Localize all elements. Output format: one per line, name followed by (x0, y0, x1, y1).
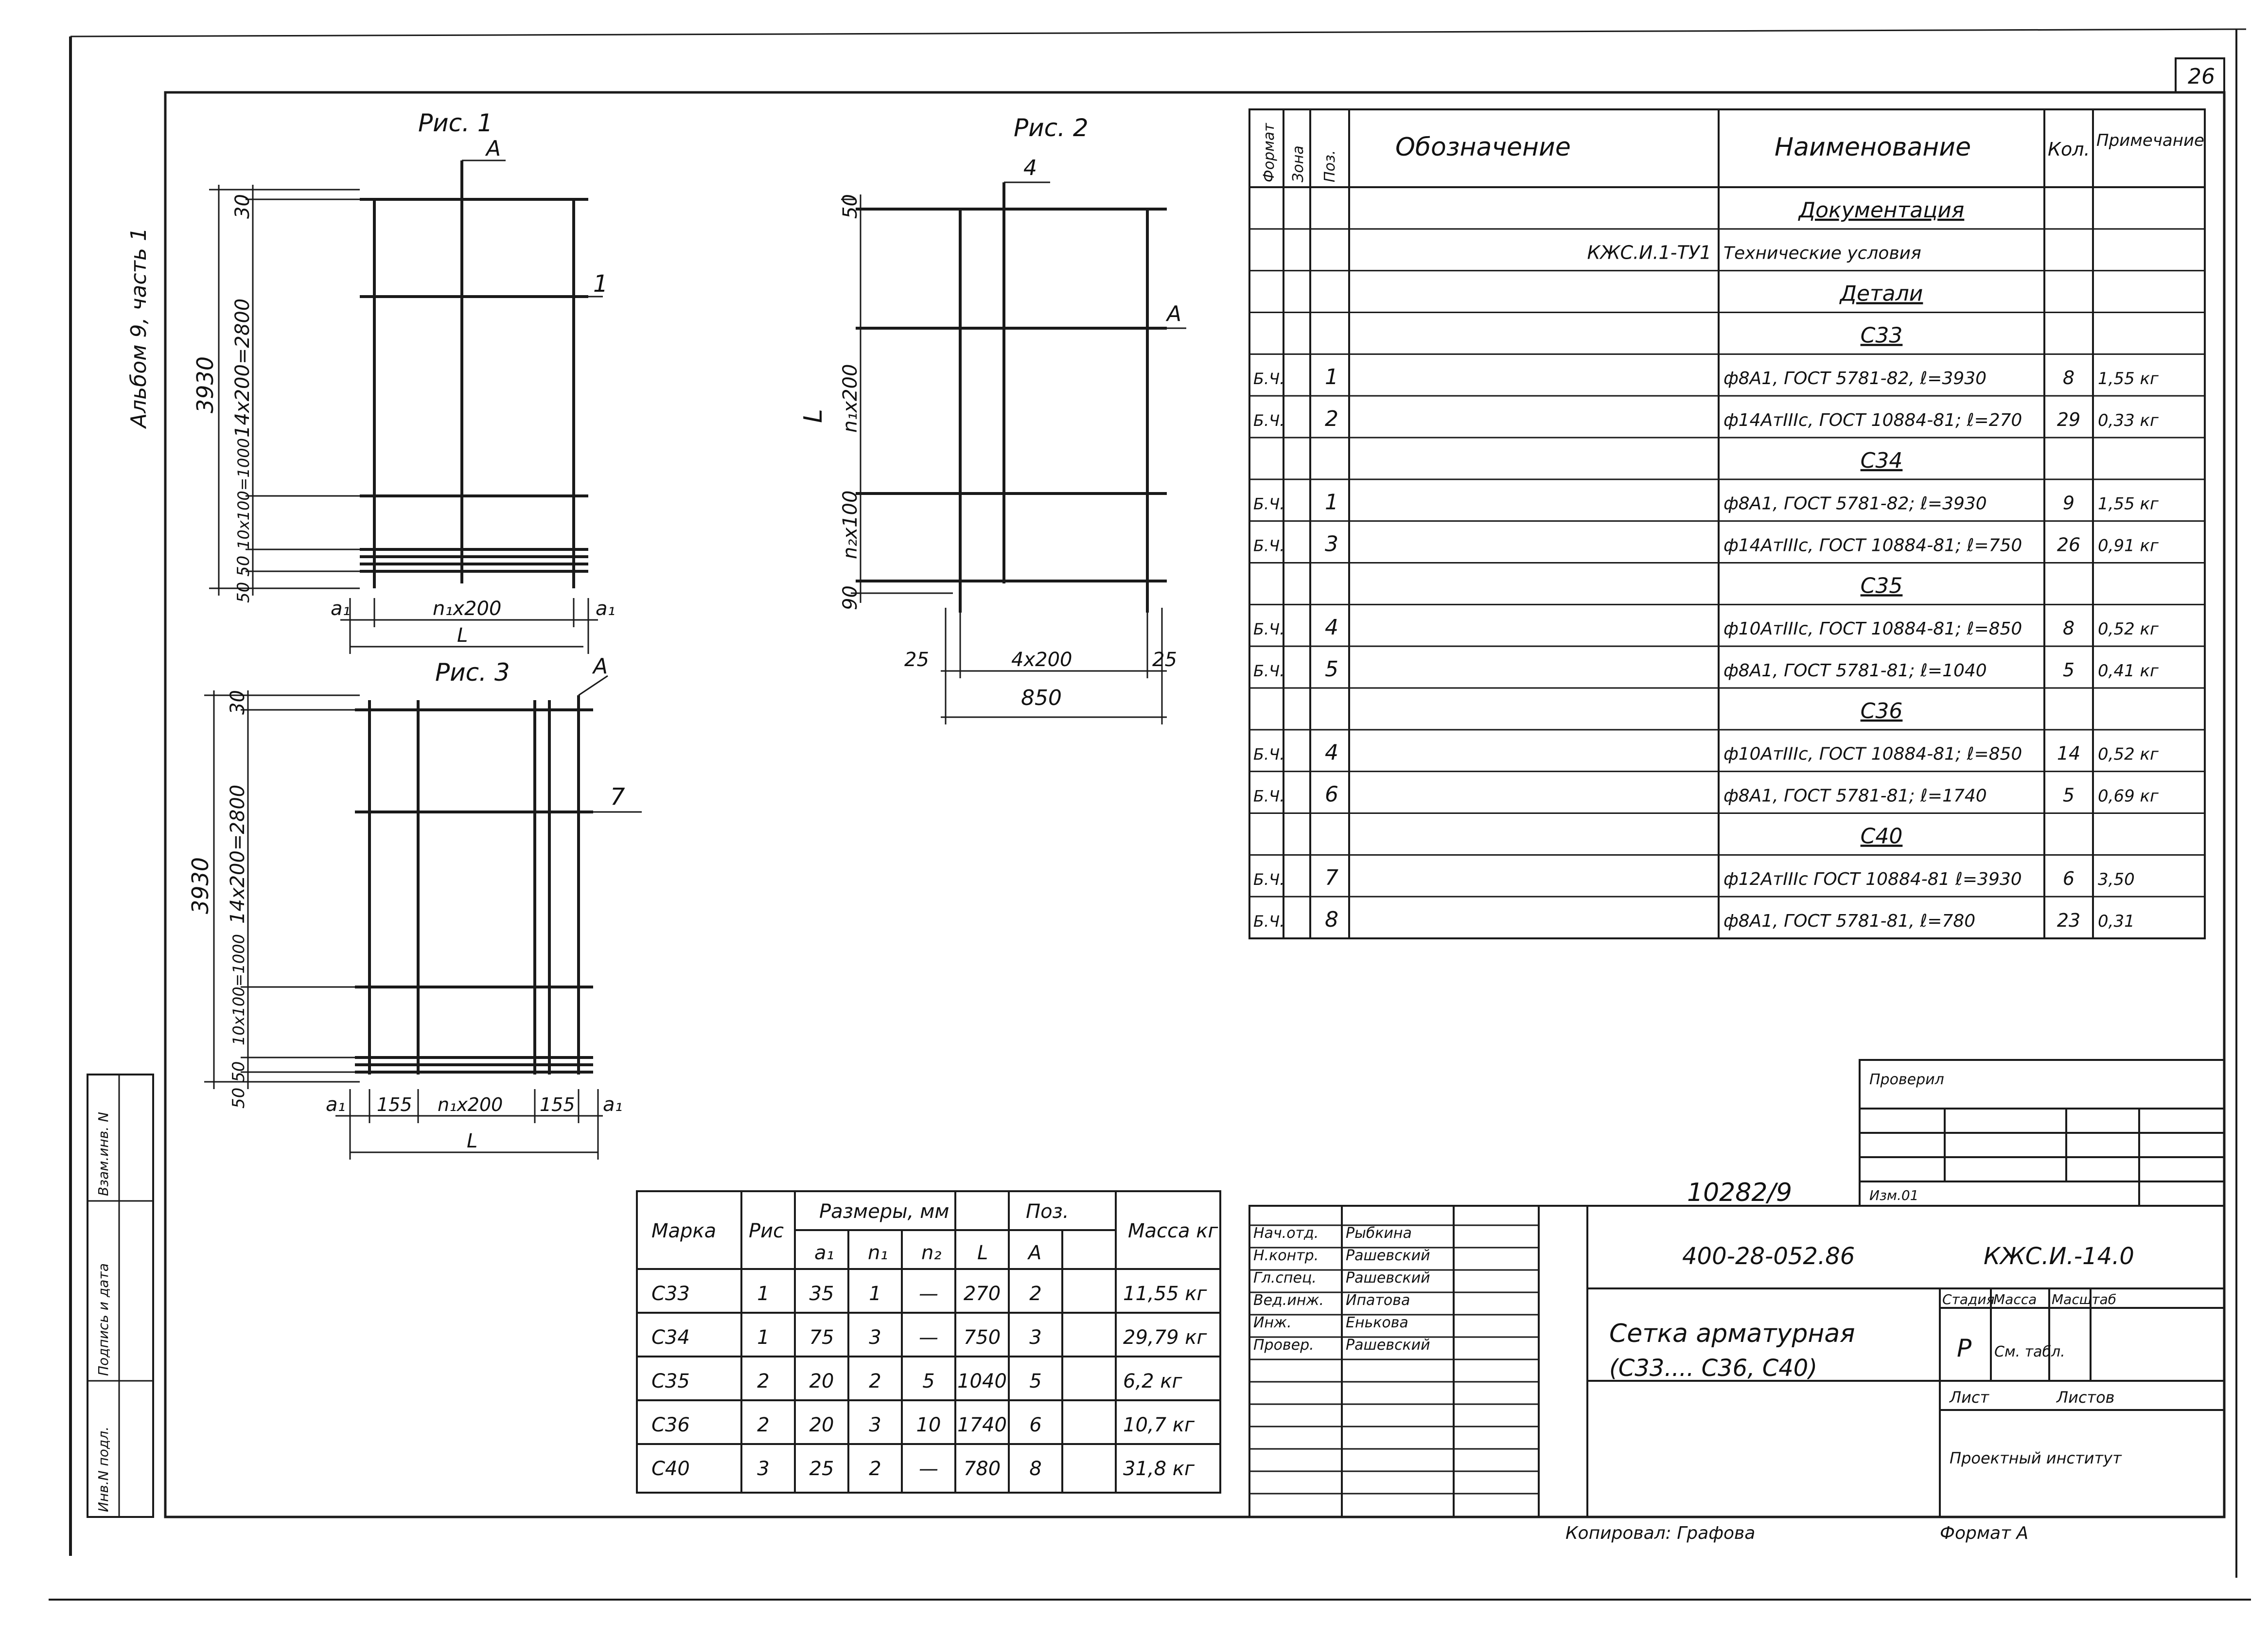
stamp-col-scale: Масштаб (2052, 1291, 2117, 1307)
mass-cell-n1: 3 (869, 1326, 881, 1349)
fig3-dim-total: 3930 (187, 857, 213, 914)
mass-header-L: L (977, 1242, 988, 1264)
spec-cell-qty: 26 (2057, 534, 2081, 556)
fig3-title: Рис. 3 (435, 658, 510, 687)
spec-cell-pos: 1 (1325, 490, 1338, 515)
spec-cell-qty: 8 (2062, 367, 2075, 389)
fig1-dim-a-left: a₁ (331, 598, 351, 620)
spec-cell-qty: 6 (2062, 868, 2075, 890)
spec-cell-name: ф8А1, ГОСТ 5781-81, ℓ=780 (1723, 911, 1976, 931)
fig1-dim-lower: 10х100=1000 (234, 438, 253, 549)
mass-cell-A: 8 (1029, 1458, 1042, 1480)
mass-cell-L: 270 (963, 1283, 1001, 1305)
footer-format: Формат А (1940, 1523, 2029, 1543)
fig3-pos-label: 7 (610, 783, 625, 811)
spec-cell-pos: 1 (1325, 365, 1338, 390)
spec-cell-pos: 8 (1325, 907, 1338, 932)
mass-cell-n2: 10 (916, 1414, 941, 1436)
mass-cell-mark: С34 (651, 1326, 690, 1349)
mass-cell-mass: 11,55 кг (1123, 1283, 1207, 1305)
spec-header-format: Формат (1261, 123, 1278, 182)
mass-header-pos: Поз. (1026, 1200, 1069, 1223)
spec-cell-qty: 8 (2062, 617, 2075, 639)
spec-cell-format: Б.Ч. (1253, 787, 1285, 806)
mass-header-mass: Масса кг (1128, 1220, 1218, 1242)
stamp-sheet-code: КЖС.И.-14.0 (1984, 1243, 2134, 1270)
mass-cell-mark: С36 (651, 1414, 690, 1436)
spec-section-heading: С40 (1860, 824, 1903, 849)
spec-cell-pos: 5 (1325, 656, 1338, 682)
mass-cell-fig: 2 (757, 1414, 770, 1436)
signer-name: Енькова (1346, 1314, 1408, 1331)
signer-role: Инж. (1253, 1314, 1292, 1331)
signer-role: Провер. (1253, 1337, 1314, 1354)
spec-cell-note: 3,50 (2098, 870, 2135, 890)
spec-cell-format: Б.Ч. (1253, 494, 1285, 513)
mass-cell-fig: 1 (757, 1326, 770, 1349)
mass-cell-A: 5 (1029, 1370, 1042, 1392)
spec-cell-name: ф8А1, ГОСТ 5781-81; ℓ=1740 (1723, 786, 1987, 806)
spec-cell-qty: 5 (2062, 659, 2075, 681)
stamp-col-mass: Масса (1993, 1291, 2037, 1307)
spec-cell-format: Б.Ч. (1253, 370, 1285, 388)
spec-section-heading: Документация (1798, 197, 1965, 223)
spec-cell-designation: КЖС.И.1-ТУ1 (1587, 242, 1711, 264)
signer-name: Рашевский (1346, 1337, 1430, 1354)
mass-cell-a1: 75 (809, 1326, 834, 1349)
signer-name: Рыбкина (1346, 1225, 1412, 1242)
spec-cell-name: ф14АтIIIс, ГОСТ 10884-81; ℓ=270 (1723, 410, 2022, 430)
spec-cell-qty: 14 (2057, 742, 2081, 764)
mass-header-sizes: Размеры, мм (819, 1200, 949, 1223)
stamp-code: 400-28-052.86 (1682, 1243, 1855, 1270)
stamp-doc-number: 10282/9 (1687, 1178, 1793, 1207)
spec-header-pos: Поз. (1321, 150, 1338, 182)
spec-cell-format: Б.Ч. (1253, 661, 1285, 680)
spec-cell-note: 0,91 кг (2098, 536, 2159, 556)
mass-cell-fig: 3 (757, 1458, 770, 1480)
signer-name: Рашевский (1346, 1247, 1430, 1264)
fig1-dim-bottom: 50 50 (234, 555, 253, 603)
spec-cell-note: 0,69 кг (2098, 786, 2159, 806)
mass-cell-n1: 2 (869, 1370, 881, 1392)
mass-cell-L: 1040 (957, 1370, 1007, 1392)
spec-section-heading: С36 (1860, 698, 1903, 723)
mass-cell-mark: С33 (651, 1283, 690, 1305)
fig2-dim-L: L (799, 409, 828, 423)
spec-cell-note: 0,52 кг (2098, 619, 2159, 639)
spec-section-heading: С33 (1860, 323, 1903, 348)
fig3-dim-width: n₁х200 (438, 1094, 503, 1115)
mass-header-mark: Марка (651, 1220, 717, 1242)
fig3-dim-a-right: a₁ (603, 1093, 623, 1116)
signer-name: Рашевский (1346, 1269, 1430, 1287)
fig3-dim-L: L (467, 1130, 478, 1152)
strip-vzam: Взам.инв. N (95, 1111, 111, 1196)
mass-header-a1: a₁ (814, 1242, 834, 1264)
fig2-section-mark: А (1167, 301, 1182, 326)
fig1-dim-total: 3930 (192, 356, 218, 413)
fig2-dim-top: 50 (839, 194, 861, 219)
fig2-dim-right: 25 (1152, 649, 1177, 671)
mass-cell-L: 780 (963, 1458, 1001, 1480)
fig3-dim-top: 30 (227, 690, 249, 715)
fig2-dim-n2: n₂х100 (839, 490, 861, 559)
spec-cell-name: ф8А1, ГОСТ 5781-81; ℓ=1040 (1723, 660, 1987, 681)
spec-cell-format: Б.Ч. (1253, 411, 1285, 430)
spec-cell-qty: 5 (2062, 784, 2075, 806)
mass-cell-mass: 29,79 кг (1123, 1326, 1207, 1349)
mass-cell-A: 2 (1029, 1283, 1042, 1305)
spec-cell-note: 0,31 (2098, 911, 2135, 931)
fig2-dim-total: 850 (1021, 686, 1062, 710)
stamp-mass-val: См. табл. (1994, 1343, 2065, 1360)
spec-cell-note: 0,52 кг (2098, 744, 2159, 764)
footer-copied: Копировал: Графова (1565, 1523, 1756, 1543)
stamp-title-line1: Сетка арматурная (1609, 1319, 1855, 1348)
fig1-dim-top: 30 (231, 194, 254, 219)
fig3-dim-155-right: 155 (540, 1094, 575, 1115)
mass-cell-n2: — (919, 1458, 938, 1480)
mass-cell-mark: С40 (651, 1458, 690, 1480)
spec-header-designation: Обозначение (1395, 133, 1571, 162)
mass-cell-a1: 20 (809, 1414, 834, 1436)
mass-cell-a1: 25 (809, 1458, 834, 1480)
signer-role: Н.контр. (1253, 1247, 1319, 1264)
fig3-dim-a-left: a₁ (326, 1093, 346, 1116)
mass-header-n2: n₂ (921, 1242, 942, 1264)
spec-cell-pos: 7 (1325, 865, 1338, 891)
spec-cell-pos: 2 (1325, 406, 1338, 431)
spec-cell-qty: 29 (2057, 408, 2081, 430)
mass-cell-fig: 2 (757, 1370, 770, 1392)
spec-cell-note: 0,33 кг (2098, 410, 2159, 430)
stamp-approved-label: Проверил (1869, 1071, 1944, 1088)
spec-cell-note: 0,41 кг (2098, 661, 2159, 681)
spec-cell-qty: 9 (2062, 492, 2075, 514)
spec-header-zone: Зона (1290, 145, 1307, 182)
signer-role: Вед.инж. (1253, 1292, 1324, 1309)
fig1-dim-L: L (457, 624, 468, 647)
mass-cell-fig: 1 (757, 1283, 770, 1305)
mass-cell-n2: — (919, 1326, 938, 1349)
mass-cell-A: 3 (1029, 1326, 1042, 1349)
mass-cell-L: 750 (963, 1326, 1001, 1349)
stamp-stage: Р (1957, 1334, 1972, 1362)
mass-cell-n2: — (919, 1283, 938, 1305)
spec-header-note: Примечание (2096, 131, 2204, 150)
mass-cell-mass: 6,2 кг (1123, 1370, 1182, 1392)
fig2-dim-n1: n₁х200 (839, 364, 861, 433)
fig2-pos-top: 4 (1023, 156, 1037, 180)
spec-cell-note: 1,55 кг (2098, 494, 2159, 514)
mass-cell-mass: 10,7 кг (1123, 1414, 1195, 1436)
mass-cell-mass: 31,8 кг (1123, 1458, 1195, 1480)
mass-cell-n2: 5 (922, 1370, 935, 1392)
stamp-approved-sub: Изм.01 (1869, 1187, 1919, 1203)
stamp-title-line2: (С33.... С36, С40) (1609, 1355, 1818, 1382)
strip-inv: Инв.N подл. (95, 1426, 111, 1512)
strip-sign: Подпись и дата (95, 1263, 111, 1376)
signer-role: Гл.спец. (1253, 1269, 1317, 1287)
fig1-dim-middle: 14х200=2800 (231, 298, 254, 438)
spec-cell-name: ф10АтIIIс, ГОСТ 10884-81; ℓ=850 (1723, 744, 2022, 764)
fig3-dim-lower: 10х100=1000 (229, 934, 248, 1045)
spec-cell-name: Технические условия (1723, 243, 1921, 264)
fig3-dim-middle: 14х200=2800 (227, 784, 249, 924)
spec-cell-name: ф8А1, ГОСТ 5781-82; ℓ=3930 (1723, 493, 1987, 514)
mass-cell-n1: 3 (869, 1414, 881, 1436)
fig2-title: Рис. 2 (1014, 114, 1089, 142)
spec-cell-format: Б.Ч. (1253, 620, 1285, 639)
spec-cell-qty: 23 (2057, 909, 2081, 931)
spec-cell-name: ф10АтIIIс, ГОСТ 10884-81; ℓ=850 (1723, 619, 2022, 639)
fig2-dim-left: 25 (904, 649, 929, 671)
mass-cell-L: 1740 (957, 1414, 1007, 1436)
stamp-sheet-label: Лист (1950, 1388, 1989, 1407)
spec-cell-name: ф14АтIIIс, ГОСТ 10884-81; ℓ=750 (1723, 535, 2022, 556)
spec-cell-format: Б.Ч. (1253, 912, 1285, 931)
spec-cell-format: Б.Ч. (1253, 745, 1285, 764)
fig2-dim-bottom: 90 (839, 585, 861, 610)
fig3-dim-155-left: 155 (377, 1094, 412, 1115)
album-label: Альбом 9, часть 1 (126, 227, 151, 428)
spec-cell-format: Б.Ч. (1253, 536, 1285, 555)
sheet-number: 26 (2188, 64, 2215, 89)
mass-cell-a1: 20 (809, 1370, 834, 1392)
stamp-col-stage: Стадия (1942, 1291, 1995, 1307)
fig1-dim-width: n₁х200 (433, 598, 502, 620)
spec-cell-format: Б.Ч. (1253, 870, 1285, 889)
mass-header-A: А (1028, 1242, 1042, 1264)
spec-cell-pos: 6 (1325, 782, 1338, 807)
mass-cell-n1: 2 (869, 1458, 881, 1480)
spec-table-body (1253, 198, 2159, 932)
fig2-dim-mid: 4х200 (1011, 649, 1072, 671)
signer-name: Ипатова (1346, 1292, 1410, 1309)
fig1-section-mark: А (486, 136, 501, 161)
mass-cell-n1: 1 (869, 1283, 881, 1305)
spec-header-name: Наименование (1775, 133, 1971, 162)
fig3-dim-bottom: 50 50 (229, 1061, 248, 1109)
spec-section-heading: Детали (1840, 281, 1923, 306)
mass-cell-A: 6 (1029, 1414, 1042, 1436)
spec-cell-name: ф12АтIIIс ГОСТ 10884-81 ℓ=3930 (1723, 869, 2022, 890)
fig1-dim-a-right: a₁ (596, 598, 615, 620)
spec-cell-name: ф8А1, ГОСТ 5781-82, ℓ=3930 (1723, 369, 1987, 389)
stamp-sheets-label: Листов (2057, 1388, 2115, 1407)
spec-cell-pos: 4 (1325, 615, 1338, 640)
signer-role: Нач.отд. (1253, 1225, 1319, 1242)
spec-section-heading: С34 (1860, 448, 1903, 473)
spec-cell-note: 1,55 кг (2098, 369, 2159, 389)
spec-header-qty: Кол. (2048, 139, 2090, 160)
spec-cell-pos: 3 (1325, 531, 1338, 557)
mass-cell-a1: 35 (809, 1283, 834, 1305)
mass-header-n1: n₁ (868, 1242, 888, 1264)
mass-header-fig: Рис (749, 1220, 784, 1242)
mass-cell-mark: С35 (651, 1370, 690, 1392)
fig1-title: Рис. 1 (418, 109, 493, 137)
spec-section-heading: С35 (1860, 573, 1903, 599)
stamp-org: Проектный институт (1950, 1449, 2122, 1467)
fig1-pos-label: 1 (593, 270, 608, 298)
spec-cell-pos: 4 (1325, 740, 1338, 765)
fig3-section-mark: А (593, 654, 608, 679)
